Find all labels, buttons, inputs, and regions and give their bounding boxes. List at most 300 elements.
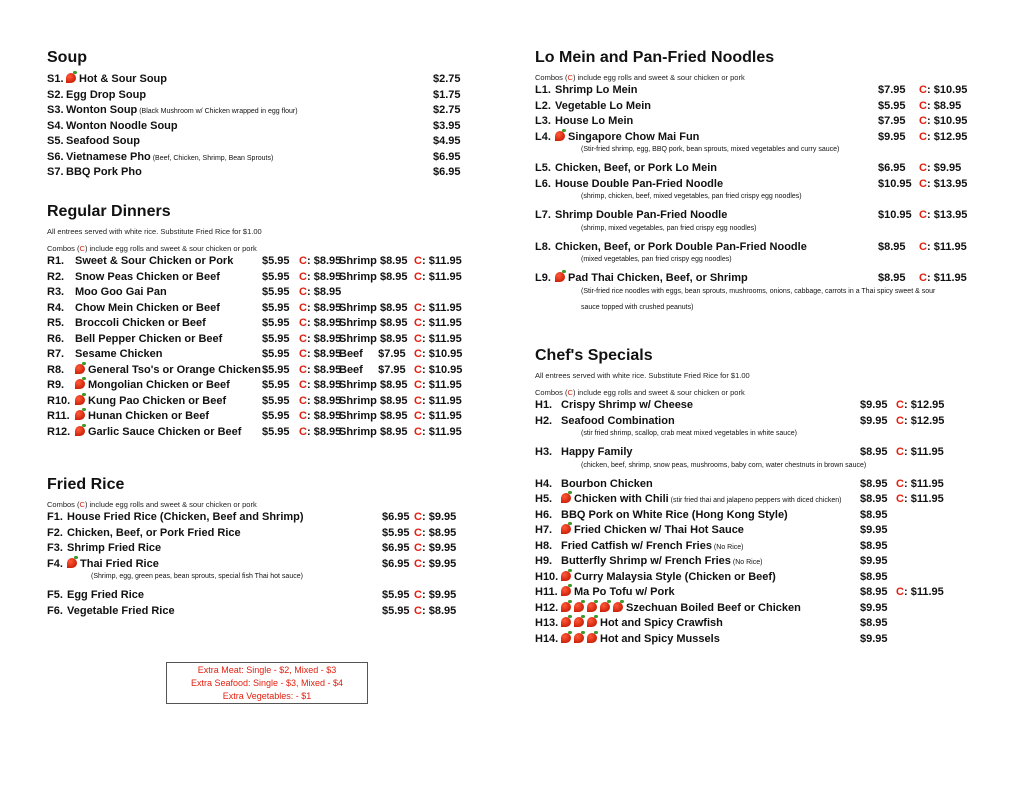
combo-note-c: C bbox=[79, 500, 85, 509]
combo-price: : $8.95 bbox=[307, 301, 342, 314]
combo-price: : $11.95 bbox=[422, 301, 462, 314]
combo-label: C bbox=[919, 99, 927, 112]
item-price: $6.95 bbox=[382, 542, 410, 554]
combo-note-pre: Combos ( bbox=[535, 73, 568, 82]
combo-price: : $10.95 bbox=[927, 84, 968, 96]
item-name: General Tso's or Orange Chicken bbox=[75, 364, 261, 376]
combo-price: : $11.95 bbox=[927, 272, 967, 284]
combo-label: C bbox=[919, 177, 927, 190]
combo-price: : $8.95 bbox=[307, 332, 342, 345]
item-name: Hot and Spicy Mussels bbox=[561, 633, 720, 645]
combo-label: C bbox=[919, 115, 927, 127]
menu-item bbox=[535, 571, 975, 587]
extra-price: Shrimp $8.95 bbox=[339, 270, 408, 283]
item-price: $8.95 bbox=[860, 617, 888, 629]
item-name: Hot & Sour Soup bbox=[66, 73, 167, 85]
combo-note-pre: Combos ( bbox=[535, 388, 568, 397]
item-name: House Fried Rice (Chicken, Beef and Shrimp) bbox=[67, 511, 304, 523]
item-price: $6.95 bbox=[382, 511, 410, 523]
menu-item bbox=[47, 542, 467, 558]
menu-item bbox=[535, 178, 975, 194]
menu-item bbox=[47, 589, 467, 605]
item-code: R5. bbox=[47, 317, 65, 329]
item-price: $5.95 bbox=[262, 270, 290, 283]
item-price: $10.95 bbox=[878, 177, 912, 190]
item-description: sauce topped with crushed peanuts) bbox=[581, 303, 694, 311]
combo-price: : $8.95 bbox=[307, 410, 342, 422]
item-code: H14. bbox=[535, 632, 559, 645]
item-code: S3. bbox=[47, 104, 64, 116]
item-price: $9.95 bbox=[860, 555, 888, 567]
chili-pepper-icon bbox=[75, 410, 85, 420]
combo-price: : $12.95 bbox=[904, 399, 945, 411]
item-name: Vegetable Fried Rice bbox=[67, 604, 175, 617]
item-code: L7. bbox=[535, 209, 551, 221]
menu-item bbox=[535, 555, 975, 571]
extra-price: Shrimp $8.95 bbox=[339, 425, 408, 438]
combo-price: : $8.95 bbox=[307, 255, 342, 267]
item-code: R2. bbox=[47, 270, 65, 283]
item-name: Garlic Sauce Chicken or Beef bbox=[75, 426, 241, 438]
combo-label: C bbox=[896, 399, 904, 411]
chefs-specials-list bbox=[535, 399, 975, 648]
section-title: Lo Mein and Pan-Fried Noodles bbox=[535, 49, 775, 66]
combo-label: C bbox=[919, 272, 927, 284]
section-note: All entrees served with white rice. Substitute Fried Rice for $1.00 bbox=[47, 227, 262, 236]
item-description-row bbox=[535, 430, 975, 446]
item-name: Singapore Chow Mai Fun bbox=[555, 131, 699, 143]
item-price: $5.95 bbox=[262, 286, 290, 298]
menu-item bbox=[535, 524, 975, 540]
item-price: $5.95 bbox=[262, 379, 290, 391]
menu-item bbox=[535, 162, 975, 178]
item-price: $5.95 bbox=[262, 332, 290, 345]
combo-note-c: C bbox=[567, 388, 573, 397]
combo-price: : $9.95 bbox=[927, 162, 962, 174]
item-code: R3. bbox=[47, 286, 65, 298]
item-price: $5.95 bbox=[262, 425, 290, 438]
menu-item bbox=[47, 527, 467, 543]
item-price: $8.95 bbox=[860, 586, 888, 598]
item-code: S6. bbox=[47, 150, 64, 163]
item-description: (Shrimp, egg, green peas, bean sprouts, special fish Thai hot sauce) bbox=[91, 573, 303, 580]
chili-pepper-icon bbox=[561, 633, 571, 643]
combo-label: C bbox=[919, 209, 927, 221]
item-price: $4.95 bbox=[433, 135, 461, 147]
combo-label: C bbox=[414, 425, 422, 438]
item-name: Chicken, Beef, or Pork Fried Rice bbox=[67, 526, 241, 539]
combo-label: C bbox=[414, 511, 422, 523]
item-code: L5. bbox=[535, 162, 551, 174]
combo-note bbox=[535, 73, 975, 82]
item-name: Chicken, Beef, or Pork Lo Mein bbox=[555, 162, 717, 174]
item-name: Egg Drop Soup bbox=[66, 88, 147, 101]
extra-price: Shrimp $8.95 bbox=[339, 332, 408, 345]
item-price: $8.95 bbox=[878, 240, 906, 253]
menu-item bbox=[47, 271, 472, 287]
section-title: Regular Dinners bbox=[47, 203, 171, 220]
chili-pepper-icon bbox=[67, 558, 77, 568]
chili-pepper-icon bbox=[587, 633, 597, 643]
item-code: R12. bbox=[47, 425, 71, 438]
chili-pepper-icon bbox=[574, 602, 584, 612]
item-code: S5. bbox=[47, 135, 64, 147]
combo-price: : $11.95 bbox=[422, 394, 462, 407]
combo-label: C bbox=[919, 130, 927, 143]
chili-pepper-icon bbox=[561, 493, 571, 503]
item-code: H8. bbox=[535, 539, 553, 552]
item-code: F6. bbox=[47, 604, 63, 617]
combo-label: C bbox=[299, 270, 307, 283]
combo-label: C bbox=[414, 379, 422, 391]
combo-price: : $8.95 bbox=[307, 286, 342, 298]
item-code: H5. bbox=[535, 493, 553, 505]
item-description: (shrimp, chicken, beef, mixed vegetables, pan fried crispy egg noodles) bbox=[581, 193, 802, 200]
extras-line: Extra Seafood: Single - $3, Mixed - $4 bbox=[190, 678, 344, 688]
menu-item bbox=[47, 104, 467, 120]
extra-price: Shrimp $8.95 bbox=[339, 394, 408, 407]
item-price: $5.95 bbox=[262, 317, 290, 329]
item-code: H11. bbox=[535, 586, 558, 598]
combo-label: C bbox=[414, 317, 422, 329]
item-code: R8. bbox=[47, 363, 65, 376]
combo-label: C bbox=[414, 526, 422, 539]
item-code: H9. bbox=[535, 555, 553, 567]
chili-pepper-icon bbox=[75, 364, 85, 374]
item-price: $8.95 bbox=[860, 539, 888, 552]
combo-note-c: C bbox=[567, 73, 573, 82]
combo-note-pre: Combos ( bbox=[47, 500, 80, 509]
item-note: (Beef, Chicken, Shrimp, Bean Sprouts) bbox=[150, 154, 274, 162]
item-code: L3. bbox=[535, 115, 551, 127]
item-price: $6.95 bbox=[433, 150, 461, 163]
item-code: R7. bbox=[47, 348, 65, 360]
item-code: L4. bbox=[535, 130, 551, 143]
item-name: Hot and Spicy Crawfish bbox=[561, 617, 723, 629]
combo-price: : $11.95 bbox=[422, 270, 462, 283]
combo-note-post: ) include egg rolls and sweet & sour chicken or pork bbox=[84, 244, 257, 253]
item-name: Snow Peas Chicken or Beef bbox=[75, 270, 220, 283]
item-price: $3.95 bbox=[433, 119, 461, 132]
item-name: Sweet & Sour Chicken or Pork bbox=[75, 255, 234, 267]
item-description-row bbox=[535, 288, 975, 304]
combo-note-post: ) include egg rolls and sweet & sour chicken or pork bbox=[572, 73, 745, 82]
item-code: H7. bbox=[535, 524, 553, 536]
combo-label: C bbox=[896, 477, 904, 490]
item-price: $8.95 bbox=[878, 272, 906, 284]
combo-price: : $11.95 bbox=[904, 446, 944, 458]
item-price: $7.95 bbox=[878, 115, 906, 127]
combo-label: C bbox=[414, 604, 422, 617]
menu-item bbox=[47, 605, 467, 621]
chili-pepper-icon bbox=[75, 379, 85, 389]
combo-label: C bbox=[414, 332, 422, 345]
lo-mein-list bbox=[535, 84, 975, 320]
item-name: Sesame Chicken bbox=[75, 348, 163, 360]
item-name: Egg Fried Rice bbox=[67, 589, 145, 601]
item-name: Butterfly Shrimp w/ French Fries (No Rice) bbox=[561, 555, 763, 567]
item-code: F3. bbox=[47, 542, 63, 554]
item-name: Chicken, Beef, or Pork Double Pan-Fried Noodle bbox=[555, 240, 807, 253]
chili-pepper-icon bbox=[587, 602, 597, 612]
combo-price: : $11.95 bbox=[422, 379, 462, 391]
item-price: $5.95 bbox=[382, 604, 410, 617]
combo-price: : $11.95 bbox=[422, 317, 462, 329]
item-price: $9.95 bbox=[860, 632, 888, 645]
chili-pepper-icon bbox=[561, 524, 571, 534]
item-code: H1. bbox=[535, 399, 553, 411]
combo-price: : $8.95 bbox=[422, 526, 457, 539]
combo-label: C bbox=[414, 363, 422, 376]
combo-label: C bbox=[896, 586, 904, 598]
menu-item bbox=[47, 89, 467, 105]
lo-mein-section bbox=[535, 49, 975, 320]
item-name: Vietnamese Pho (Beef, Chicken, Shrimp, Bean Sprouts) bbox=[66, 150, 274, 163]
combo-price: : $8.95 bbox=[307, 348, 342, 360]
menu-item bbox=[47, 410, 472, 426]
item-note: (Black Mushroom w/ Chicken wrapped in egg flour) bbox=[137, 108, 298, 115]
menu-item bbox=[47, 395, 472, 411]
combo-note bbox=[47, 500, 467, 509]
item-price: $5.95 bbox=[878, 99, 906, 112]
item-price: $7.95 bbox=[878, 84, 906, 96]
item-price: $1.75 bbox=[433, 88, 461, 101]
combo-label: C bbox=[299, 363, 307, 376]
item-price: $5.95 bbox=[262, 394, 290, 407]
item-code: L6. bbox=[535, 177, 551, 190]
chili-pepper-icon bbox=[561, 586, 571, 596]
section-note: All entrees served with white rice. Substitute Fried Rice for $1.00 bbox=[535, 371, 750, 380]
item-name: Bell Pepper Chicken or Beef bbox=[75, 332, 223, 345]
menu-item bbox=[47, 333, 472, 349]
item-name: Bourbon Chicken bbox=[561, 477, 653, 490]
combo-label: C bbox=[414, 557, 422, 570]
combo-price: : $12.95 bbox=[927, 130, 968, 143]
extras-line: Extra Vegetables: - $1 bbox=[222, 691, 312, 701]
combo-price: : $13.95 bbox=[927, 209, 968, 221]
soup-section bbox=[47, 49, 467, 182]
item-name: BBQ Pork Pho bbox=[66, 166, 142, 178]
item-note: (No Rice) bbox=[730, 559, 763, 566]
section-title: Fried Rice bbox=[47, 476, 125, 493]
item-code: R9. bbox=[47, 379, 65, 391]
item-name: Fried Chicken w/ Thai Hot Sauce bbox=[561, 524, 744, 536]
item-description: (Stir-fried rice noodles with eggs, bean sprouts, mushrooms, onions, cabbage, carrots in a Thai spicy sweet & sour bbox=[581, 287, 936, 295]
item-description: (chicken, beef, shrimp, snow peas, mushrooms, baby corn, water chestnuts in brown sauce) bbox=[581, 461, 867, 469]
chili-pepper-icon bbox=[66, 73, 76, 83]
menu-item bbox=[535, 493, 975, 509]
combo-label: C bbox=[299, 286, 307, 298]
combo-note-post: ) include egg rolls and sweet & sour chicken or pork bbox=[572, 388, 745, 397]
chili-pepper-icon bbox=[561, 571, 571, 581]
chili-pepper-icon bbox=[555, 131, 565, 141]
item-description-row bbox=[535, 225, 975, 241]
item-price: $5.95 bbox=[262, 363, 290, 376]
menu-item bbox=[47, 151, 467, 167]
item-name: Shrimp Fried Rice bbox=[67, 542, 162, 554]
combo-price: : $10.95 bbox=[927, 115, 968, 127]
item-name: Seafood Combination bbox=[561, 414, 675, 427]
combo-price: : $9.95 bbox=[422, 589, 457, 601]
section-title: Chef's Specials bbox=[535, 347, 653, 364]
combo-label: C bbox=[414, 394, 422, 407]
item-name: Crispy Shrimp w/ Cheese bbox=[561, 399, 694, 411]
item-description-row bbox=[535, 304, 975, 320]
combo-price: : $9.95 bbox=[422, 542, 457, 554]
item-name: Fried Catfish w/ French Fries (No Rice) bbox=[561, 539, 744, 552]
combo-price: : $11.95 bbox=[422, 425, 462, 438]
menu-item bbox=[535, 586, 975, 602]
item-price: $9.95 bbox=[860, 414, 888, 427]
fried-rice-list bbox=[47, 511, 467, 620]
combo-price: : $11.95 bbox=[904, 477, 944, 490]
regular-dinners-section bbox=[47, 203, 472, 441]
menu-item bbox=[535, 415, 975, 431]
item-price: $5.95 bbox=[382, 589, 410, 601]
combo-label: C bbox=[299, 301, 307, 314]
item-name: Chow Mein Chicken or Beef bbox=[75, 301, 220, 314]
combo-label: C bbox=[414, 270, 422, 283]
item-description-row bbox=[535, 462, 975, 478]
item-name: Shrimp Double Pan-Fried Noodle bbox=[555, 209, 728, 221]
combo-price: : $8.95 bbox=[927, 99, 962, 112]
item-description-row bbox=[47, 573, 467, 589]
combo-label: C bbox=[919, 240, 927, 253]
chili-pepper-icon bbox=[574, 633, 584, 643]
item-name: Wonton Soup (Black Mushroom w/ Chicken wrapped in egg flour) bbox=[66, 104, 298, 116]
item-code: S7. bbox=[47, 166, 64, 178]
combo-price: : $11.95 bbox=[422, 332, 462, 345]
extra-price: Beef $7.95 bbox=[339, 348, 406, 360]
item-code: F2. bbox=[47, 526, 63, 539]
combo-label: C bbox=[299, 348, 307, 360]
item-code: H6. bbox=[535, 508, 553, 521]
combo-label: C bbox=[299, 410, 307, 422]
item-name: Moo Goo Gai Pan bbox=[75, 286, 167, 298]
combo-note-post: ) include egg rolls and sweet & sour chicken or pork bbox=[84, 500, 257, 509]
item-price: $8.95 bbox=[860, 493, 888, 505]
combo-label: C bbox=[299, 425, 307, 438]
chili-pepper-icon bbox=[600, 602, 610, 612]
item-price: $9.95 bbox=[878, 130, 906, 143]
menu-item bbox=[47, 166, 467, 182]
combo-label: C bbox=[299, 379, 307, 391]
fried-rice-section bbox=[47, 476, 467, 620]
menu-item bbox=[47, 317, 472, 333]
combo-label: C bbox=[896, 493, 904, 505]
item-price: $8.95 bbox=[860, 570, 888, 583]
combo-price: : $13.95 bbox=[927, 177, 968, 190]
combo-price: : $11.95 bbox=[422, 255, 462, 267]
menu-item bbox=[47, 120, 467, 136]
menu-item bbox=[47, 348, 472, 364]
item-code: H10. bbox=[535, 570, 559, 583]
menu-item bbox=[47, 73, 467, 89]
combo-label: C bbox=[299, 255, 307, 267]
combo-price: : $8.95 bbox=[307, 363, 342, 376]
combo-label: C bbox=[414, 589, 422, 601]
combo-label: C bbox=[414, 301, 422, 314]
item-price: $9.95 bbox=[860, 399, 888, 411]
combo-price: : $10.95 bbox=[422, 363, 463, 376]
item-name: BBQ Pork on White Rice (Hong Kong Style) bbox=[561, 508, 788, 521]
chili-pepper-icon bbox=[574, 617, 584, 627]
combo-price: : $10.95 bbox=[422, 348, 463, 360]
combo-note-c: C bbox=[79, 244, 85, 253]
item-code: H2. bbox=[535, 414, 553, 427]
item-name: Shrimp Lo Mein bbox=[555, 84, 638, 96]
item-name: Broccoli Chicken or Beef bbox=[75, 317, 206, 329]
combo-price: : $9.95 bbox=[422, 511, 457, 523]
item-price: $2.75 bbox=[433, 104, 461, 116]
menu-item bbox=[47, 286, 472, 302]
item-name: House Lo Mein bbox=[555, 115, 634, 127]
extras-line: Extra Meat: Single - $2, Mixed - $3 bbox=[197, 665, 337, 675]
menu-item bbox=[535, 272, 975, 288]
menu-item bbox=[535, 399, 975, 415]
combo-price: : $8.95 bbox=[307, 270, 342, 283]
item-code: L1. bbox=[535, 84, 551, 96]
item-price: $8.95 bbox=[860, 446, 888, 458]
combo-price: : $8.95 bbox=[422, 604, 457, 617]
item-price: $9.95 bbox=[860, 524, 888, 536]
soup-list bbox=[47, 73, 467, 182]
menu-item bbox=[47, 426, 472, 442]
extra-price: Beef $7.95 bbox=[339, 363, 406, 376]
combo-price: : $8.95 bbox=[307, 379, 342, 391]
combo-label: C bbox=[919, 84, 927, 96]
menu-item bbox=[535, 209, 975, 225]
item-description: (Stir-fried shrimp, egg, BBQ pork, bean sprouts, mixed vegetables and curry sauce) bbox=[581, 146, 840, 153]
item-code: S4. bbox=[47, 119, 64, 132]
item-name: Szechuan Boiled Beef or Chicken bbox=[561, 602, 801, 614]
combo-label: C bbox=[414, 410, 422, 422]
menu-item bbox=[535, 540, 975, 556]
item-code: S1. bbox=[47, 73, 64, 85]
menu-item bbox=[535, 617, 975, 633]
combo-price: : $11.95 bbox=[904, 586, 944, 598]
item-code: L9. bbox=[535, 272, 551, 284]
combo-label: C bbox=[919, 162, 927, 174]
item-code: L2. bbox=[535, 99, 551, 112]
item-code: F1. bbox=[47, 511, 63, 523]
item-name: Pad Thai Chicken, Beef, or Shrimp bbox=[555, 272, 748, 284]
menu-item bbox=[535, 131, 975, 147]
item-price: $5.95 bbox=[262, 255, 290, 267]
item-code: S2. bbox=[47, 88, 64, 101]
item-price: $6.95 bbox=[433, 166, 461, 178]
menu-item bbox=[535, 478, 975, 494]
menu-item bbox=[535, 602, 975, 618]
item-code: R1. bbox=[47, 255, 65, 267]
item-price: $2.75 bbox=[433, 73, 461, 85]
item-code: H12. bbox=[535, 601, 559, 614]
item-description-row bbox=[535, 256, 975, 272]
item-code: H4. bbox=[535, 477, 553, 490]
item-name: Mongolian Chicken or Beef bbox=[75, 379, 230, 391]
menu-item bbox=[47, 255, 472, 271]
item-name: Ma Po Tofu w/ Pork bbox=[561, 586, 675, 598]
chili-pepper-icon bbox=[555, 272, 565, 282]
combo-label: C bbox=[896, 446, 904, 458]
combo-price: : $11.95 bbox=[422, 410, 462, 422]
item-code: L8. bbox=[535, 240, 551, 253]
item-name: Hunan Chicken or Beef bbox=[75, 410, 209, 422]
regular-dinners-list bbox=[47, 255, 472, 441]
combo-price: : $8.95 bbox=[307, 394, 342, 407]
menu-item bbox=[535, 100, 975, 116]
combo-price: : $11.95 bbox=[904, 493, 944, 505]
